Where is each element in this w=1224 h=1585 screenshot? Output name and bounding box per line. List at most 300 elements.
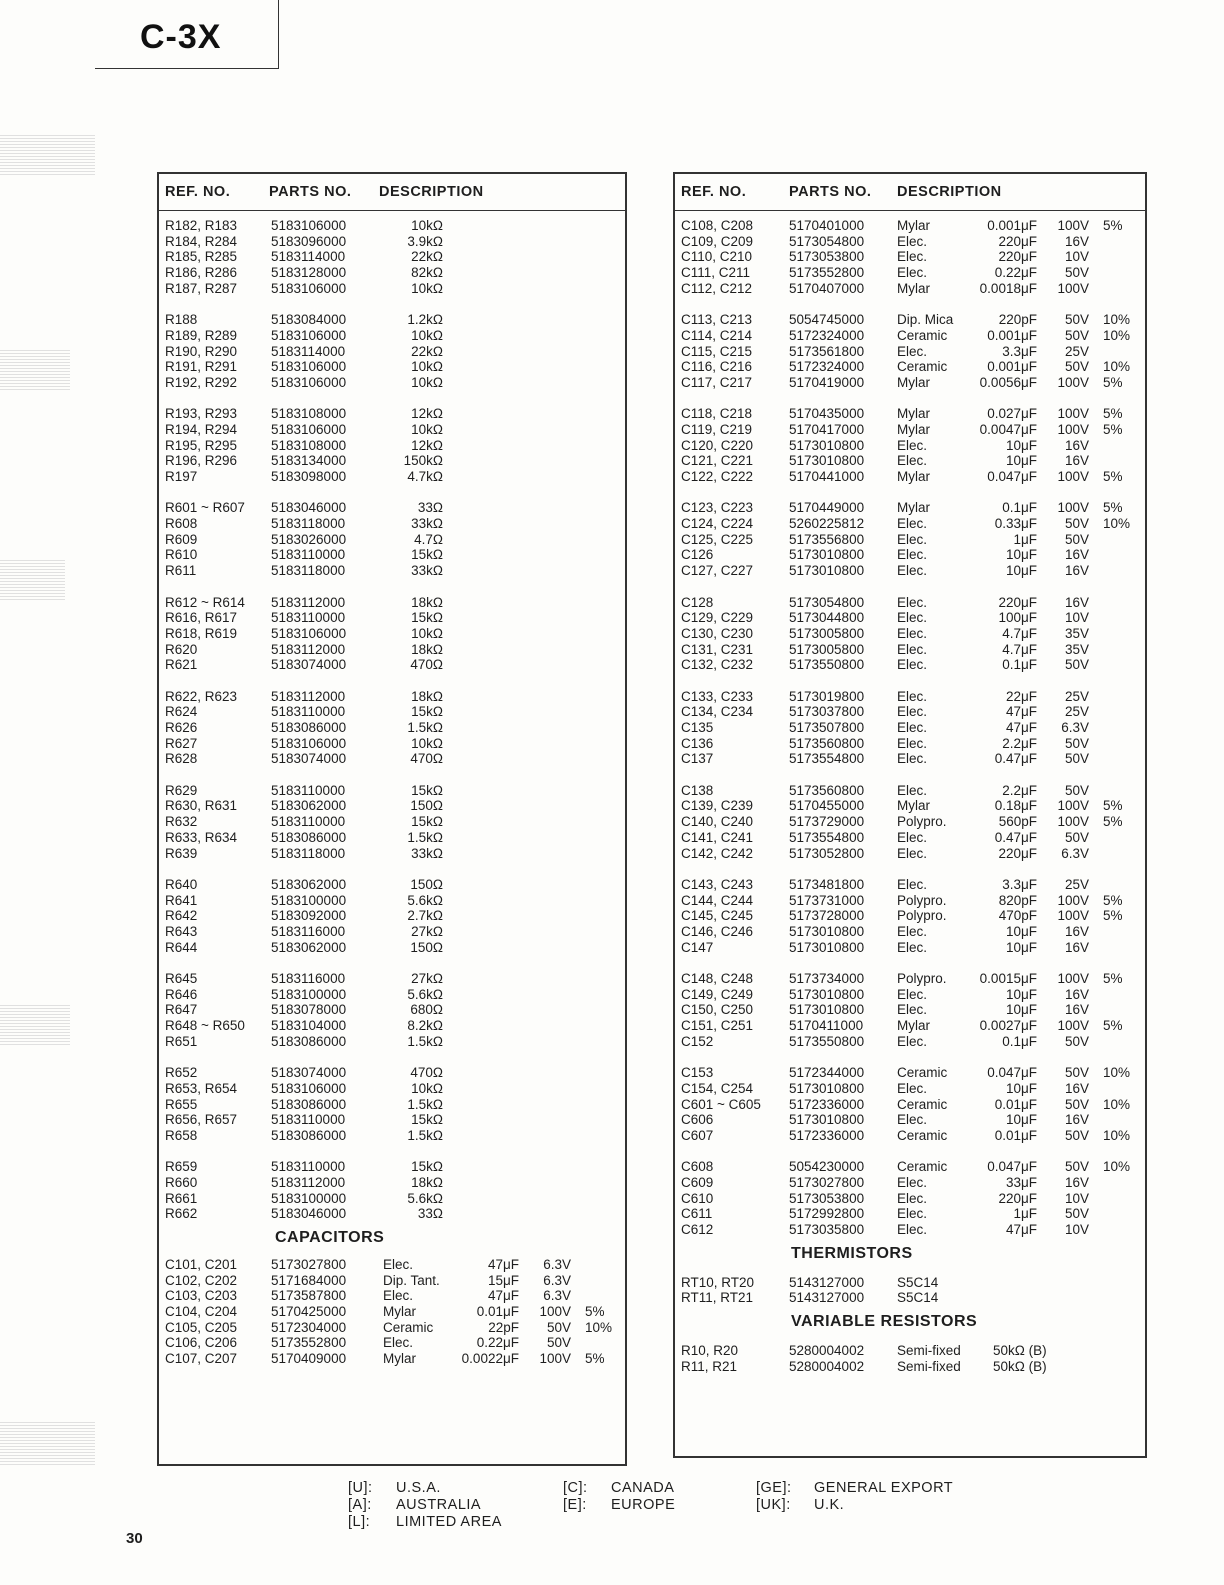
part-number: 5173010800 [789,1080,865,1096]
capacitance: 0.001μF [987,327,1037,343]
capacitor-type: Ceramic [897,359,948,375]
table-row [159,1257,625,1273]
voltage: 50V [1064,312,1089,328]
resistance-value: 15kΩ [411,547,443,563]
ref-number: C149, C249 [681,986,754,1002]
part-number: 5170407000 [789,280,865,296]
table-row [159,877,625,893]
capacitance: 100μF [998,610,1037,626]
table-row [675,720,1145,736]
table-row [159,532,625,548]
ref-number: R191, R291 [165,359,238,375]
voltage: 50V [546,1319,571,1335]
voltage: 100V [1057,814,1089,830]
resistance-value: 18kΩ [411,1174,443,1190]
voltage: 16V [1064,1174,1089,1190]
ref-number: R618, R619 [165,625,238,641]
capacitance: 470pF [998,908,1037,924]
capacitor-type: Elec. [897,845,928,861]
ref-number: C151, C251 [681,1018,754,1034]
table-header [675,174,1145,211]
capacitance: 47μF [1005,1222,1037,1237]
capacitance: 0.33μF [994,516,1037,532]
part-number: 5173560800 [789,735,865,751]
voltage: 100V [1057,798,1089,814]
row-spacer [675,579,1145,595]
capacitance: 10μF [1005,437,1037,453]
part-number: 5183098000 [271,469,347,484]
table-row [675,798,1145,814]
voltage: 50V [1064,735,1089,751]
ref-number: C107, C207 [165,1351,238,1367]
part-number: 5183116000 [271,923,346,939]
resistance-value: 10kΩ [411,735,443,751]
legend-code: [L]: [348,1514,371,1530]
table-row [675,1191,1145,1207]
tolerance: 10% [1103,1065,1131,1081]
ref-number: C124, C224 [681,516,754,532]
part-number: 5183118000 [271,563,346,579]
ref-number: C133, C233 [681,688,754,704]
resistance-value: 1.5kΩ [407,1096,443,1112]
header-parts-no: PARTS NO. [269,184,352,200]
ref-number: C137 [681,751,714,767]
voltage: 100V [1057,469,1089,484]
ref-number: C131, C231 [681,641,754,657]
capacitor-type: Dip. Mica [897,312,954,328]
part-number: 5173010800 [789,1112,865,1128]
table-row [675,265,1145,281]
part-number: 5173507800 [789,720,865,735]
tolerance: 5% [1103,469,1123,484]
row-spacer [159,673,625,689]
voltage: 35V [1064,641,1089,657]
voltage: 50V [1064,359,1089,375]
table-row [159,469,625,485]
part-number: 5183110000 [271,610,346,626]
ref-number: C102, C202 [165,1272,238,1288]
table-row [159,1081,625,1097]
table-row [675,359,1145,375]
ref-number: R609 [165,531,198,547]
tolerance: 5% [1103,421,1123,437]
ref-number: R653, R654 [165,1080,238,1096]
legend-label: CANADA [611,1480,675,1496]
legend-code: [E]: [563,1497,587,1513]
capacitance: 220μF [998,594,1037,610]
part-number: 5183086000 [271,1127,347,1143]
resistance-value: 33kΩ [411,516,443,532]
row-spacer [675,955,1145,971]
capacitor-type: Elec. [897,1080,928,1096]
resistance-value: 12kΩ [411,437,443,453]
tolerance: 10% [1103,1127,1131,1143]
capacitor-type: Mylar [383,1351,416,1367]
part-number: 5183106000 [271,735,347,751]
voltage: 50V [1064,829,1089,845]
part-number: 5173010800 [789,437,865,453]
page-number: 30 [126,1530,143,1547]
part-number: 5183084000 [271,312,347,328]
row-spacer [159,296,625,312]
ref-number: R185, R285 [165,249,238,265]
resistance-value: 22kΩ [411,249,443,265]
table-row [675,1081,1145,1097]
ref-number: R646 [165,986,198,1002]
resistance-value: 150kΩ [403,453,443,469]
tolerance: 10% [1103,359,1131,375]
capacitor-type: Elec. [897,1002,928,1018]
ref-number: C105, C205 [165,1319,238,1335]
table-row [675,1112,1145,1128]
resistance-value: 33Ω [417,500,443,516]
capacitor-type: Mylar [897,798,930,814]
table-row [159,218,625,234]
part-number: 5172992800 [789,1206,865,1222]
ref-number: C147 [681,939,714,955]
header-description: DESCRIPTION [379,184,484,200]
ref-number: R186, R286 [165,265,238,281]
table-row [159,516,625,532]
part-number: 5183074000 [271,1065,347,1081]
scan-artifact [0,560,65,600]
capacitance: 47μF [1005,720,1037,735]
table-row [675,1128,1145,1144]
voltage: 100V [1057,1018,1089,1034]
resistance-value: 4.7Ω [414,531,443,547]
tolerance: 5% [1103,500,1123,516]
voltage: 25V [1064,876,1089,892]
ref-number: R10, R20 [681,1343,739,1359]
table-row [675,1290,1145,1306]
table-body [675,218,1145,1374]
ref-number: C123, C223 [681,500,754,516]
ref-number: C148, C248 [681,971,754,986]
ref-number: C142, C242 [681,845,754,861]
ref-number: R642 [165,908,198,924]
ref-number: C117, C217 [681,374,753,390]
voltage: 100V [1057,421,1089,437]
part-number: 5183118000 [271,516,346,532]
table-row [159,1034,625,1050]
ref-number: R660 [165,1174,198,1190]
ref-number: R655 [165,1096,198,1112]
table-row [159,1128,625,1144]
capacitance: 22pF [488,1319,519,1335]
ref-number: C120, C220 [681,437,754,453]
ref-number: R647 [165,1002,198,1018]
table-row [675,987,1145,1003]
table-row [159,422,625,438]
ref-number: R190, R290 [165,343,238,359]
voltage: 50V [1064,782,1089,798]
voltage: 100V [1057,374,1089,390]
ref-number: R626 [165,720,198,735]
voltage: 16V [1064,986,1089,1002]
capacitance: 1μF [1013,531,1037,547]
part-number: 5173035800 [789,1222,865,1237]
capacitance: 0.47μF [994,751,1037,767]
ref-number: C109, C209 [681,233,754,249]
ref-number: R651 [165,1033,198,1049]
capacitance: 47μF [1005,704,1037,720]
row-spacer [159,485,625,501]
capacitor-type: Elec. [897,1206,928,1222]
capacitance: 0.0027μF [979,1018,1037,1034]
ref-number: C140, C240 [681,814,754,830]
capacitance: 0.01μF [994,1096,1037,1112]
part-number: 5183110000 [271,814,346,830]
capacitor-type: Elec. [897,923,928,939]
resistor-type: Semi-fixed [897,1343,961,1359]
scan-artifact [0,350,70,390]
capacitance: 0.1μF [1002,500,1037,516]
ref-number: R197 [165,469,198,484]
resistance-value: 1.5kΩ [407,1127,443,1143]
row-spacer [675,485,1145,501]
table-row [675,249,1145,265]
part-number: 5172336000 [789,1127,865,1143]
part-number: 5173010800 [789,923,865,939]
ref-number: C129, C229 [681,610,754,626]
resistance-value: 10kΩ [411,1080,443,1096]
capacitor-type: Elec. [897,751,928,767]
ref-number: R194, R294 [165,421,238,437]
ref-number: R189, R289 [165,327,238,343]
part-number: 5183106000 [271,327,347,343]
ref-number: R616, R617 [165,610,238,626]
table-row [159,1351,625,1367]
capacitor-type: Polypro. [897,908,947,924]
ref-number: C134, C234 [681,704,754,720]
part-number: 5170441000 [789,469,865,484]
ref-number: C101, C201 [165,1257,238,1272]
scan-artifact [0,1420,95,1465]
capacitor-type: Elec. [383,1257,414,1272]
ref-number: C610 [681,1190,714,1206]
table-row [159,783,625,799]
ref-number: R187, R287 [165,280,238,296]
tolerance: 5% [1103,218,1123,233]
ref-number: R601 ~ R607 [165,500,245,516]
table-row [159,924,625,940]
legend-label: EUROPE [611,1497,676,1513]
legend-item [563,1497,713,1514]
part-number: 5183106000 [271,359,347,375]
ref-number: C108, C208 [681,218,754,233]
table-row [159,1191,625,1207]
table-row [159,265,625,281]
voltage: 50V [1064,1159,1089,1175]
capacitor-type: Mylar [897,1018,930,1034]
resistance-value: 10kΩ [411,374,443,390]
resistance-value: 33kΩ [411,845,443,861]
capacitor-type: Elec. [897,782,928,798]
row-spacer [675,391,1145,407]
capacitance: 220μF [998,233,1037,249]
table-row [159,704,625,720]
ref-number: C113, C213 [681,312,753,328]
table-row [675,736,1145,752]
voltage: 16V [1064,594,1089,610]
resistance-value: 5.6kΩ [407,892,443,908]
table-row [675,375,1145,391]
part-number: 5172304000 [271,1319,347,1335]
part-number: 5183106000 [271,280,347,296]
capacitor-type: Elec. [897,531,928,547]
ref-number: C106, C206 [165,1335,238,1351]
resistance-value: 10kΩ [411,359,443,375]
capacitance: 10μF [1005,923,1037,939]
section-title: CAPACITORS [275,1229,385,1246]
part-number: 5183100000 [271,892,347,908]
voltage: 6.3V [1061,720,1089,735]
table-row [159,1288,625,1304]
ref-number: C110, C210 [681,249,753,265]
capacitance: 220pF [998,312,1037,328]
capacitance: 0.1μF [1002,657,1037,673]
capacitor-type: Mylar [897,374,930,390]
tolerance: 5% [1103,406,1123,422]
part-number: 5173010800 [789,986,865,1002]
ref-number: R627 [165,735,198,751]
part-number: 5183110000 [271,1159,346,1175]
legend-label: GENERAL EXPORT [814,1480,954,1496]
ref-number: C138 [681,782,714,798]
capacitance: 10μF [1005,547,1037,563]
ref-number: RT10, RT20 [681,1274,755,1290]
legend-item [348,1497,548,1514]
resistance-value: 50kΩ (B) [993,1358,1047,1374]
row-spacer [159,579,625,595]
resistance-value: 150Ω [410,876,443,892]
table-row [675,689,1145,705]
table-row [675,1206,1145,1222]
table-row [675,610,1145,626]
capacitor-type: Mylar [897,469,930,484]
part-number: 5183062000 [271,939,347,955]
voltage: 50V [1064,1096,1089,1112]
table-row [675,532,1145,548]
header-ref-no: REF. NO. [681,184,747,200]
voltage: 100V [539,1351,571,1367]
legend-item [348,1514,548,1531]
part-number: 5170425000 [271,1304,347,1320]
table-row [675,846,1145,862]
ref-number: C122, C222 [681,469,754,484]
table-row [675,642,1145,658]
capacitor-type: Elec. [897,594,928,610]
legend-item [348,1480,548,1497]
table-row [159,1159,625,1175]
resistance-value: 3.9kΩ [407,233,443,249]
part-number: 5183062000 [271,876,347,892]
ref-number: C145, C245 [681,908,754,924]
capacitor-type: Elec. [897,876,928,892]
part-number: 5183128000 [271,265,347,281]
ref-number: R611 [165,563,197,579]
table-row [159,547,625,563]
capacitor-type: Elec. [897,657,928,673]
capacitor-type: Mylar [897,500,930,516]
ref-number: R612 ~ R614 [165,594,245,610]
part-number: 5183110000 [271,547,346,563]
part-number: 5173005800 [789,625,865,641]
resistance-value: 470Ω [410,751,443,767]
tolerance: 5% [1103,908,1123,924]
part-number: 5183116000 [271,971,346,986]
capacitance: 0.0056μF [979,374,1037,390]
part-number: 5183108000 [271,406,347,422]
table-row [159,1175,625,1191]
resistance-value: 10kΩ [411,421,443,437]
ref-number: C115, C215 [681,343,753,359]
voltage: 50V [1064,516,1089,532]
voltage: 10V [1064,1190,1089,1206]
resistance-value: 27kΩ [411,971,443,986]
ref-number: C139, C239 [681,798,754,814]
part-number: 5054745000 [789,312,865,328]
part-number: 5172324000 [789,359,865,375]
tolerance: 5% [1103,798,1123,814]
header-ref-no: REF. NO. [165,184,231,200]
part-number: 5183092000 [271,908,347,924]
resistance-value: 82kΩ [411,265,443,281]
table-row [675,751,1145,767]
table-row [159,375,625,391]
table-row [159,893,625,909]
ref-number: R641 [165,892,198,908]
table-row [159,657,625,673]
part-number: 5183110000 [271,704,346,720]
capacitance: 3.3μF [1002,876,1037,892]
table-row [675,908,1145,924]
resistance-value: 18kΩ [411,641,443,657]
voltage: 16V [1064,563,1089,579]
part-number: 5173019800 [789,688,865,704]
table-row [675,453,1145,469]
legend-code: [C]: [563,1480,588,1496]
capacitor-type: Elec. [897,265,928,281]
voltage: 50V [1064,657,1089,673]
capacitor-type: Ceramic [383,1319,434,1335]
ref-number: C112, C212 [681,280,753,296]
capacitor-type: Ceramic [897,1065,948,1081]
part-number: 5173027800 [789,1174,865,1190]
table-row [675,893,1145,909]
part-number: 5183108000 [271,437,347,453]
part-number: 5173556800 [789,531,865,547]
parts-table-left [157,172,627,1466]
part-number: 5183100000 [271,1190,347,1206]
voltage: 25V [1064,688,1089,704]
resistance-value: 15kΩ [411,1159,443,1175]
ref-number: R621 [165,657,198,673]
ref-number: R630, R631 [165,798,238,814]
part-number: 5170455000 [789,798,865,814]
resistance-value: 12kΩ [411,406,443,422]
table-row [675,234,1145,250]
part-number: 5183096000 [271,233,347,249]
capacitance: 0.0022μF [461,1351,519,1367]
ref-number: R193, R293 [165,406,238,422]
ref-number: R648 ~ R650 [165,1018,245,1034]
ref-number: R629 [165,782,198,798]
part-number: 5170409000 [271,1351,347,1367]
legend-label: U.S.A. [396,1480,441,1496]
ref-number: R633, R634 [165,829,238,845]
part-number: 5280004002 [789,1358,865,1374]
